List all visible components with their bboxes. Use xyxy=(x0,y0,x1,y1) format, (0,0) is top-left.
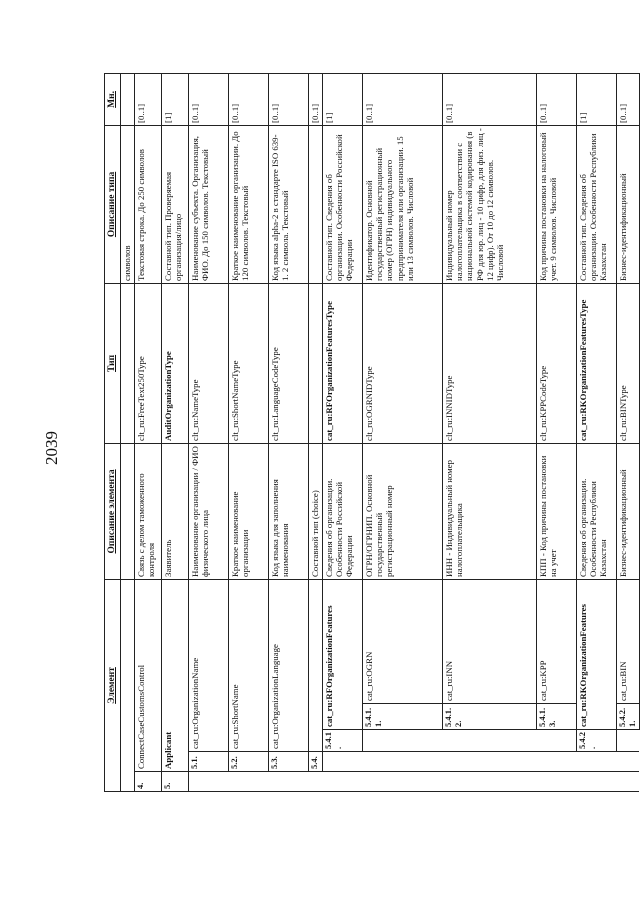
row-type: clt_ru:BINType xyxy=(617,283,640,443)
row-number: 5.4.2.1. xyxy=(617,704,640,730)
row-type-description: Идентификатор. Основной государственный регистрационный номер (ОГРН) индивидуального предпринимателя или организации. 15 или 13 символов. Числовой xyxy=(363,125,443,283)
indent-cell xyxy=(323,772,363,792)
row-number: 5.4.1.2. xyxy=(443,704,537,730)
indent-cell xyxy=(537,730,577,752)
row-type: cat_ru:RKOrganizationFeaturesType xyxy=(577,283,617,443)
row-element-name: cat_ru:KPP xyxy=(537,579,577,703)
row-type-description: символов xyxy=(121,125,135,283)
table-row xyxy=(363,73,443,791)
row-type-description: Код причины постановки на налоговый учет. 9 символов. Числовой xyxy=(537,125,577,283)
row-element-name: cat_ru:OrganizationLanguage xyxy=(269,579,309,751)
table-row xyxy=(135,73,162,791)
row-number: 5.4. xyxy=(309,752,323,772)
row-type: clt_ru:LanguageCodeType xyxy=(269,283,309,443)
row-type-description: Наименование субъекта. Организация, ФИО. До 150 символов. Текстовый xyxy=(189,125,229,283)
indent-cell xyxy=(309,772,323,792)
row-number: 5.2. xyxy=(229,752,269,772)
indent-cell xyxy=(617,772,640,792)
indent-cell xyxy=(363,772,443,792)
row-element-description: Связь с делом таможенного контроля xyxy=(135,443,162,579)
row-element-name: Applicant xyxy=(162,579,189,771)
table-row xyxy=(617,73,640,791)
table-header-row xyxy=(105,73,121,791)
row-element-name: cat_ru:ShortName xyxy=(229,579,269,751)
header-type-description: Описание типа xyxy=(105,125,121,283)
indent-cell xyxy=(443,730,537,752)
indent-cell xyxy=(269,772,309,792)
row-element-description: Код языка для заполнения наименования xyxy=(269,443,309,579)
row-element-name: cat_ru:BIN xyxy=(617,579,640,703)
header-type: Тип xyxy=(105,283,121,443)
header-element: Элемент xyxy=(105,579,121,791)
row-element-description: Краткое наименование организации xyxy=(229,443,269,579)
row-multiplicity: [0..1] xyxy=(229,73,269,125)
row-element-name: cat_ru:RKOrganizationFeatures xyxy=(577,579,617,729)
row-type: clt_ru:OGRNIDType xyxy=(363,283,443,443)
row-type: clt_ru:NameType xyxy=(189,283,229,443)
row-multiplicity: [0..1] xyxy=(189,73,229,125)
row-multiplicity: [0..1] xyxy=(537,73,577,125)
row-element-description: ОГРН/ОГРНИП. Основной государственный регистрационный номер xyxy=(363,443,443,579)
row-type: clt_ru:FreeText250Type xyxy=(135,283,162,443)
row-element-description: Сведения об организации. Особенности Российской Федерации xyxy=(323,443,363,579)
table-row xyxy=(323,73,363,791)
table-row xyxy=(443,73,537,791)
indent-cell xyxy=(617,730,640,752)
row-element-name: cat_ru:INN xyxy=(443,579,537,703)
row-multiplicity: [0..1] xyxy=(135,73,162,125)
row-multiplicity: [1] xyxy=(323,73,363,125)
row-multiplicity: [0..1] xyxy=(443,73,537,125)
row-multiplicity: [1] xyxy=(162,73,189,125)
table-row xyxy=(269,73,309,791)
row-multiplicity xyxy=(121,73,135,125)
row-type-description: Код языка alpha-2 в стандарте ISO 639-1. 2 символа. Текстовый xyxy=(269,125,309,283)
row-element-description: Сведения об организации. Особенности Республики Казахстан xyxy=(577,443,617,579)
header-multiplicity: Мн. xyxy=(105,73,121,125)
indent-cell xyxy=(189,772,229,792)
indent-cell xyxy=(537,772,577,792)
indent-cell xyxy=(577,772,617,792)
row-multiplicity: [0..1] xyxy=(617,73,640,125)
row-type-description: Краткое наименование организации. До 120 символов. Текстовый xyxy=(229,125,269,283)
row-element-name: ConnectCaseCustomsControl xyxy=(135,579,162,771)
row-type: AuditOrganizationType xyxy=(162,283,189,443)
row-element-name: cat_ru:RFOrganizationFeatures xyxy=(323,579,363,729)
row-element-name: cat_ru:OrganizationName xyxy=(189,579,229,751)
table-row xyxy=(121,73,135,791)
row-element-name: cat_ru:OGRN xyxy=(363,579,443,703)
row-number: 5.1. xyxy=(189,752,229,772)
table-row xyxy=(189,73,229,791)
row-element xyxy=(121,579,135,791)
row-type-description xyxy=(309,125,323,283)
table-row xyxy=(309,73,323,791)
table-row xyxy=(577,73,617,791)
elements-table xyxy=(104,73,640,792)
row-type xyxy=(309,283,323,443)
row-type xyxy=(121,283,135,443)
indent-cell xyxy=(443,772,537,792)
row-type: clt_ru:ShortNameType xyxy=(229,283,269,443)
row-type-description: Бизнес-идентификационный xyxy=(617,125,640,283)
row-number: 4. xyxy=(135,772,162,792)
row-element-name xyxy=(309,579,323,751)
indent-cell xyxy=(363,730,443,752)
indent-cell xyxy=(617,752,640,772)
row-multiplicity: [0..1] xyxy=(363,73,443,125)
header-element-description: Описание элемента xyxy=(105,443,121,579)
row-type: cat_ru:RFOrganizationFeaturesType xyxy=(323,283,363,443)
row-type-description: Индивидуальный номер налогоплательщика в соответствии с национальной системой кодирования (в РФ для юр. лиц - 10 цифр, для физ. лиц - 12 цифр). От 10 до 12 символов. Числовой xyxy=(443,125,537,283)
table-row xyxy=(537,73,577,791)
indent-cell xyxy=(363,752,443,772)
row-element-description: КПП - Код причины постановки на учет xyxy=(537,443,577,579)
row-element-description: ИНН - Индивидуальный номер налогоплательщика xyxy=(443,443,537,579)
row-number: 5.4.2. xyxy=(577,730,617,752)
row-number: 5. xyxy=(162,772,189,792)
row-number: 5.4.1. xyxy=(323,730,363,752)
row-element-description: Наименование организации / ФИО физического лица xyxy=(189,443,229,579)
table-viewport xyxy=(104,74,637,792)
indent-cell xyxy=(537,752,577,772)
row-number: 5.3. xyxy=(269,752,309,772)
indent-cell xyxy=(577,752,617,772)
row-element-description: Составной тип (choice) xyxy=(309,443,323,579)
page-number: 2039 xyxy=(42,431,61,465)
indent-cell xyxy=(323,752,363,772)
table-row xyxy=(229,73,269,791)
row-multiplicity: [0..1] xyxy=(309,73,323,125)
row-type-description: Составной тип. Проверяемая организация/лицо xyxy=(162,125,189,283)
row-element-description: Бизнес-идентификационный xyxy=(617,443,640,579)
row-number: 5.4.1.3. xyxy=(537,704,577,730)
indent-cell xyxy=(443,752,537,772)
row-type-description: Текстовая строка. До 250 символов xyxy=(135,125,162,283)
row-type-description: Составной тип. Сведения об организации. Особенности Российской Федерации xyxy=(323,125,363,283)
row-type: clt_ru:KPPCodeType xyxy=(537,283,577,443)
row-multiplicity: [0..1] xyxy=(269,73,309,125)
indent-cell xyxy=(229,772,269,792)
table-row xyxy=(162,73,189,791)
row-element-description xyxy=(121,443,135,579)
rotated-table-container xyxy=(104,74,637,792)
row-number: 5.4.1.1. xyxy=(363,704,443,730)
row-multiplicity: [1] xyxy=(577,73,617,125)
row-type: clt_ru:INNIDType xyxy=(443,283,537,443)
row-type-description: Составной тип. Сведения об организации. Особенности Республики Казахстан xyxy=(577,125,617,283)
row-element-description: Заявитель xyxy=(162,443,189,579)
